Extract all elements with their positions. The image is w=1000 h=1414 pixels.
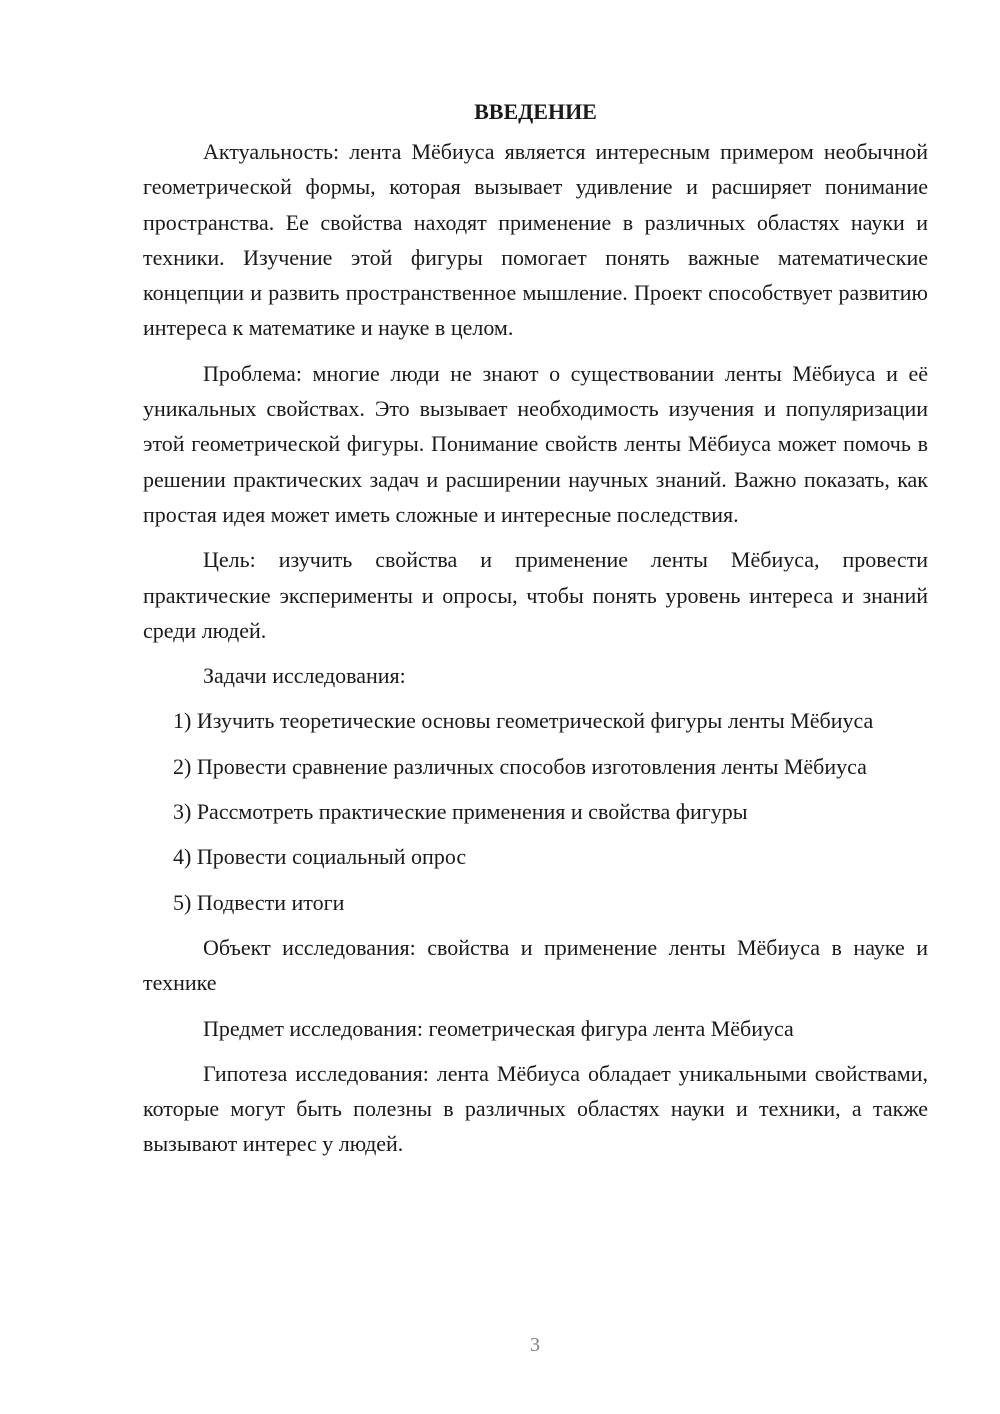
problem-paragraph: Проблема: многие люди не знают о существовании ленты Мёбиуса и её уникальных свойствах. Это вызывает необходимость изучения и популяризации этой геометрической фигуры. Понимание свойств ленты Мёбиуса может помочь в решении практических задач и расширении научных знаний. Важно показать, как простая идея может иметь сложные и интересные последствия. — [143, 360, 928, 527]
task-item-4: 4) Провести социальный опрос — [173, 844, 467, 870]
document-page — [143, 90, 928, 1162]
task-item-3: 3) Рассмотреть практические применения и свойства фигуры — [173, 799, 748, 825]
subject-paragraph: Предмет исследования: геометрическая фигура лента Мёбиуса — [203, 1015, 794, 1041]
section-title: ВВЕДЕНИЕ — [474, 99, 597, 124]
relevance-paragraph: Актуальность: лента Мёбиуса является интересным примером необычной геометрической формы, которая вызывает удивление и расширяет понимание пространства. Ее свойства находят применение в различных областях науки и техники. Изучение этой фигуры помогает понять важные математические концепции и развить пространственное мышление. Проект способствует развитию интереса к математике и науке в целом. — [143, 139, 928, 341]
goal-paragraph: Цель: изучить свойства и применение ленты Мёбиуса, провести практические эксперименты и опросы, чтобы понять уровень интереса и знаний среди людей. — [143, 547, 928, 643]
page-number: 3 — [530, 1334, 540, 1356]
hypothesis-paragraph: Гипотеза исследования: лента Мёбиуса обладает уникальными свойствами, которые могут быть полезны в различных областях науки и техники, а также вызывают интерес у людей. — [143, 1060, 928, 1157]
tasks-heading: Задачи исследования: — [203, 663, 406, 689]
task-item-5: 5) Подвести итоги — [173, 889, 345, 915]
task-item-1: 1) Изучить теоретические основы геометрической фигуры ленты Мёбиуса — [173, 708, 874, 734]
task-item-2: 2) Провести сравнение различных способов изготовления ленты Мёбиуса — [173, 753, 867, 779]
object-paragraph: Объект исследования: свойства и применение ленты Мёбиуса в науке и технике — [143, 934, 928, 996]
